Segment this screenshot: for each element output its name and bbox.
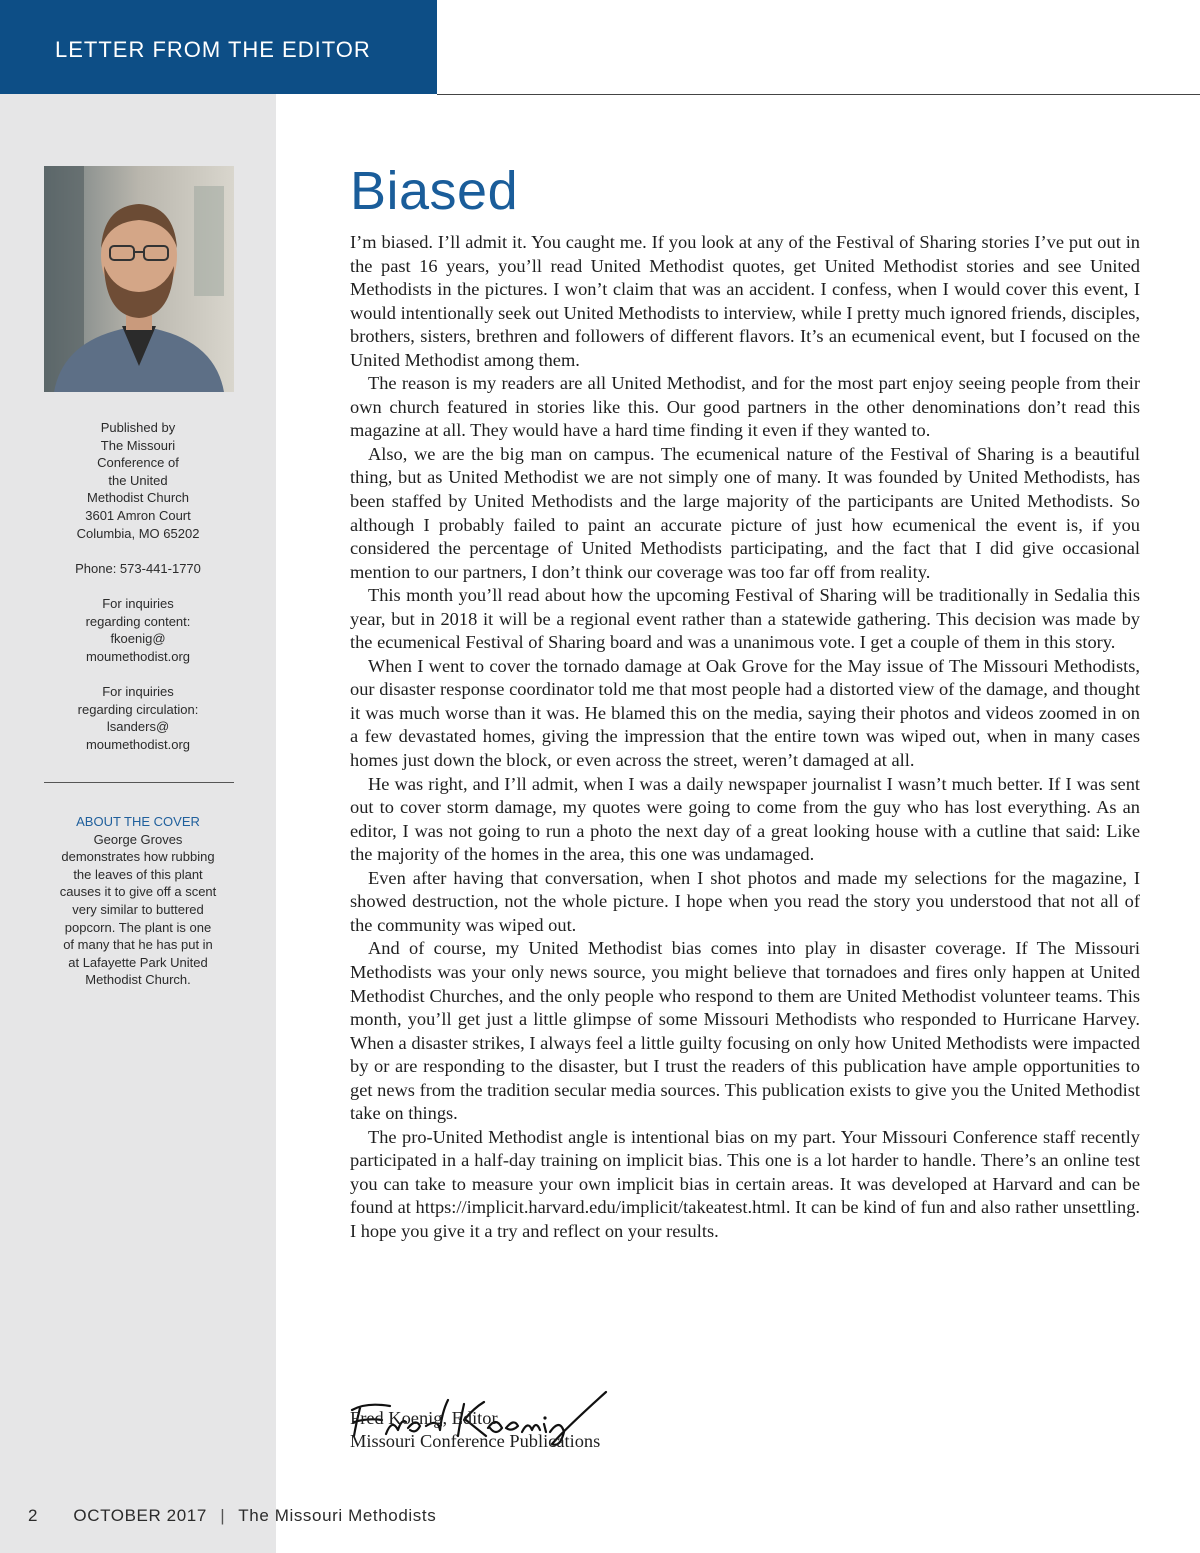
- article-paragraph: Even after having that conversation, when I shot photos and made my selections for the magazine, I showed destruction, not the whole picture. I hope when you read the story you understood that not all of the community was wiped out.: [350, 867, 1140, 935]
- page-footer: [28, 1506, 436, 1526]
- cover-line: Methodist Church.: [85, 972, 191, 988]
- article-paragraph: When I went to cover the tornado damage at Oak Grove for the May issue of The Missouri Methodists, our disaster response coordinator told me that most people had a distorted view of the damage, and thought it was much worse than it was. He blamed this on the media, saying their photos and videos zoomed in on a few devastated homes, giving the impression that the entire town was wiped out, when in many cases homes just down the block, or even across the street, weren’t damaged at all.: [350, 655, 1140, 771]
- cover-line: George Groves: [93, 831, 183, 847]
- article-title: Biased: [350, 161, 519, 221]
- byline-organization: Missouri Conference Publications: [350, 1431, 601, 1451]
- article-paragraph: Also, we are the big man on campus. The ecumenical nature of the Festival of Sharing is a beautiful thing, but as United Methodist we are not simply one of many. It was founded by United Methodists, has been staffed by United Methodists and the large majority of the participants are United Methodists. So although I probably failed to paint an accurate picture of just how ecumenical the event is, if you considered the percentage of United Methodists participating, and the fact that I did give occasional mention to our partners, I don’t think our coverage was too far off from reality.: [350, 443, 1140, 582]
- publisher-info: [28, 419, 248, 542]
- article-paragraph: I’m biased. I’ll admit it. You caught me. If you look at any of the Festival of Sharing stories I’ve put out in the past 16 years, you’ll read United Methodist quotes, get United Methodist stories and see United Methodists in the pictures. I won’t claim that was an accident. I confess, when I would cover this event, I would intentionally seek out United Methodists to interview, while I pretty much ignored friends, disciples, brothers, sisters, brethren and followers of different flavors. It’s an ecumenical event, but I focused on the United Methodist among them.: [350, 232, 1140, 370]
- cover-line: causes it to give off a scent: [59, 884, 217, 900]
- cover-line: at Lafayette Park United: [68, 954, 208, 970]
- content-email-line[interactable]: fkoenig@: [110, 631, 166, 647]
- publisher-line: Conference of: [97, 455, 179, 471]
- publisher-line: Methodist Church: [87, 490, 189, 506]
- phone-info: [28, 560, 248, 578]
- circulation-inquiry-line: regarding circulation:: [77, 701, 199, 717]
- publication-name: The Missouri Methodists: [238, 1506, 437, 1525]
- cover-line: the leaves of this plant: [73, 866, 203, 882]
- cover-heading: ABOUT THE COVER: [76, 814, 200, 829]
- content-inquiry-line: regarding content:: [85, 613, 191, 629]
- circulation-email-line[interactable]: moumethodist.org: [85, 736, 191, 752]
- section-banner: [0, 0, 437, 94]
- article-paragraph: He was right, and I’ll admit, when I was a daily newspaper journalist I wasn’t much better. If I was sent out to cover storm damage, my quotes were going to come from the guy who has lost everything. As an editor, I was not going to run a photo the next day of a great looking house with a cutline that said: Like the majority of the homes in the area, this one was undamaged.: [350, 773, 1140, 865]
- content-email-line[interactable]: moumethodist.org: [85, 648, 191, 664]
- section-label: LETTER FROM THE EDITOR: [55, 37, 371, 62]
- article-paragraph: And of course, my United Methodist bias comes into play in disaster coverage. If The Missouri Methodists was your only news source, you might believe that tornadoes and fires only happen at United Methodist Churches, and the only people who respond to them are United Methodist volunteer teams. This month, you’ll get just a little glimpse of some Missouri Methodists who responded to Hurricane Harvey. When a disaster strikes, I always feel a little guilty focusing on only how United Methodists were impacted by or are responding to the disaster, but I trust the readers of this publication have ample opportunities to get news from the tradition secular media sources. This publication exists to give you the United Methodist take on things.: [350, 938, 1140, 1124]
- phone-number: Phone: 573-441-1770: [75, 561, 201, 576]
- issue-date: OCTOBER 2017: [73, 1506, 207, 1525]
- byline: Fred Koenig, Editor: [350, 1408, 498, 1428]
- circulation-inquiries: [28, 683, 248, 753]
- header-rule: [437, 94, 1200, 95]
- about-the-cover: [28, 813, 248, 989]
- article-paragraph: The reason is my readers are all United Methodist, and for the most part enjoy seeing people from their own church featured in stories like this. Our good partners in the other denominations don’t read this magazine at all. They would have a hard time finding it even if they wanted to.: [350, 373, 1140, 441]
- footer-separator: |: [220, 1506, 226, 1525]
- cover-line: of many that he has put in: [63, 937, 213, 953]
- article-paragraph: The pro-United Methodist angle is intentional bias on my part. Your Missouri Conference staff recently participated in a half-day training on implicit bias. This one is a lot harder to handle. There’s an online test you can take to measure your own implicit bias in certain areas. It was developed at Harvard and can be found at https://implicit.harvard.edu/implicit/takeatest.html. It can be kind of fun and also rather unsettling. I hope you give it a try and reflect on your results.: [350, 1126, 1140, 1241]
- publisher-line: Columbia, MO 65202: [76, 525, 200, 541]
- sidebar-divider: [44, 782, 234, 783]
- article-paragraph: This month you’ll read about how the upcoming Festival of Sharing will be traditionally in Sedalia this year, but in 2018 it will be a regional event rather than a statewide gathering. This decision was made by the ecumenical Festival of Sharing board and was a unanimous vote. I get a couple of them in this story.: [350, 585, 1140, 653]
- publisher-line: The Missouri: [100, 437, 176, 453]
- publisher-line: the United: [108, 472, 168, 488]
- circulation-inquiry-line: For inquiries: [102, 684, 174, 699]
- cover-line: demonstrates how rubbing: [61, 849, 215, 865]
- page-number: 2: [28, 1506, 39, 1525]
- cover-line: very similar to buttered: [72, 901, 204, 917]
- cover-line: popcorn. The plant is one: [64, 919, 212, 935]
- editor-photo: [44, 166, 234, 392]
- content-inquiry-line: For inquiries: [102, 596, 174, 611]
- content-inquiries: [28, 595, 248, 665]
- circulation-email-line[interactable]: lsanders@: [106, 719, 170, 735]
- publisher-line: 3601 Amron Court: [85, 507, 191, 523]
- publisher-line: Published by: [100, 420, 176, 435]
- article-body: [350, 231, 1140, 1244]
